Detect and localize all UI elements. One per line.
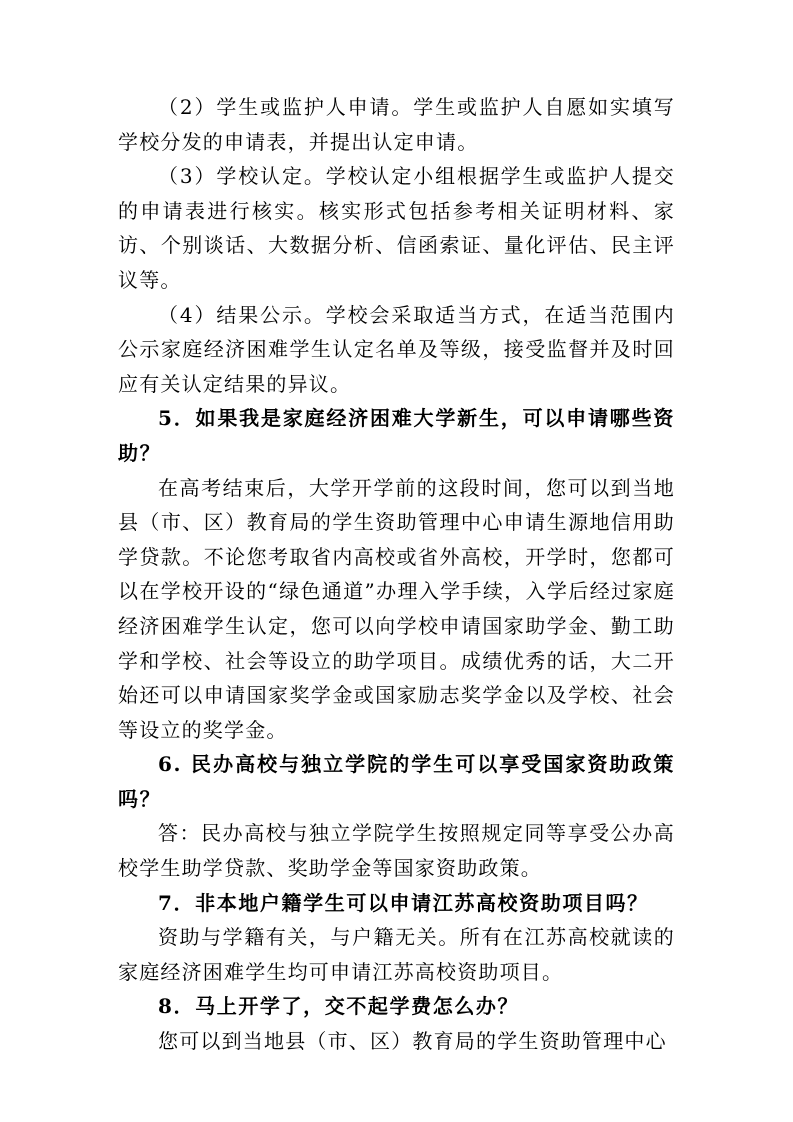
answer-paragraph-8: 您可以到当地县（市、区）教育局的学生资助管理中心 (158, 1029, 667, 1054)
document-body (118, 90, 675, 1059)
question-heading-7: 7．非本地户籍学生可以申请江苏高校资助项目吗？ (158, 890, 649, 915)
answer-paragraph-7: 资助与学籍有关，与户籍无关。所有在江苏高校就读的家庭经济困难学生均可申请江苏高校资助项目。 (118, 925, 675, 984)
answer-paragraph-5: 在高考结束后，大学开学前的这段时间，您可以到当地县（市、区）教育局的学生资助管理中心申请生源地信用助学贷款。不论您考取省内高校或省外高校，开学时，您都可以在学校开设的“绿色通道”办理入学手续，入学后经过家庭经济困难学生认定，您可以向学校申请国家助学金、勤工助学和学校、社会等设立的助学项目。成绩优秀的话，大二开始还可以申请国家奖学金或国家励志奖学金以及学校、社会等设立的奖学金。 (118, 475, 675, 742)
question-heading-8: 8．马上开学了，交不起学费怎么办？ (158, 994, 520, 1019)
paragraph-step-2-application: （2）学生或监护人申请。学生或监护人自愿如实填写学校分发的申请表，并提出认定申请。 (118, 95, 675, 154)
paragraph-step-4-result-publicity: （4）结果公示。学校会采取适当方式，在适当范围内公示家庭经济困难学生认定名单及等级，接受监督并及时回应有关认定结果的异议。 (118, 302, 675, 396)
paragraph-step-3-school-verification: （3）学校认定。学校认定小组根据学生或监护人提交的申请表进行核实。核实形式包括参考相关证明材料、家访、个别谈话、大数据分析、信函索证、量化评估、民主评议等。 (118, 164, 675, 292)
answer-paragraph-6: 答：民办高校与独立学院学生按照规定同等享受公办高校学生助学贷款、奖助学金等国家资助政策。 (118, 821, 675, 881)
question-heading-5: 5．如果我是家庭经济困难大学新生，可以申请哪些资助？ (118, 406, 675, 465)
question-heading-6: 6. 民办高校与独立学院的学生可以享受国家资助政策吗？ (118, 752, 675, 811)
